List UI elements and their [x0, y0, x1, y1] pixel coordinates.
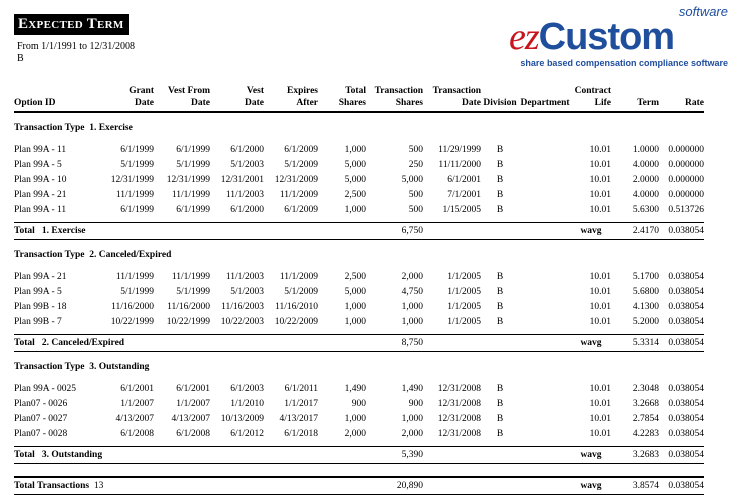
- cell-department: [519, 315, 571, 330]
- column-header-grant-date: Grant: [129, 86, 154, 96]
- cell-txn-date: 7/1/2001: [447, 190, 481, 200]
- grand-total-rate: 0.038054: [659, 477, 704, 495]
- cell-vest-from: 6/1/2008: [176, 429, 210, 439]
- cell-term: 5.6300: [632, 205, 659, 215]
- cell-option-id: Plan07 - 0026: [14, 399, 68, 409]
- cell-txn-shares: 500: [408, 190, 423, 200]
- cell-total-shares: 5,000: [344, 287, 366, 297]
- cell-term: 4.0000: [632, 160, 659, 170]
- cell-txn-shares: 5,000: [401, 175, 423, 185]
- cell-contract-life: 10.01: [589, 399, 611, 409]
- table-row: [14, 270, 704, 285]
- cell-option-id: Plan 99A - 0025: [14, 384, 77, 394]
- group-total-row: [14, 335, 704, 352]
- group-header: [14, 352, 704, 383]
- cell-expires: 6/1/2011: [284, 384, 318, 394]
- cell-vest-from: 12/31/1999: [166, 175, 210, 185]
- report-title: Expected Term: [14, 14, 129, 35]
- logo-tagline: share based compensation compliance software: [520, 58, 728, 68]
- cell-vest-from: 4/13/2007: [171, 414, 210, 424]
- cell-vest-from: 5/1/1999: [176, 287, 210, 297]
- cell-txn-date: 1/1/2005: [447, 272, 481, 282]
- cell-grant-date: 11/16/2000: [111, 302, 154, 312]
- header-row: [14, 97, 704, 112]
- cell-rate: 0.038054: [668, 429, 704, 439]
- cell-option-id: Plan 99A - 11: [14, 145, 67, 155]
- cell-expires: 4/13/2017: [279, 414, 318, 424]
- cell-vest-date: 6/1/2000: [230, 145, 264, 155]
- cell-rate: 0.038054: [668, 384, 704, 394]
- total-term: 2.4170: [611, 223, 659, 240]
- cell-total-shares: 1,000: [344, 317, 366, 327]
- cell-contract-life: 10.01: [589, 190, 611, 200]
- cell-expires: 12/31/2009: [274, 175, 318, 185]
- table-row: [14, 300, 704, 315]
- cell-rate: 0.038054: [668, 317, 704, 327]
- total-empty: [318, 223, 366, 240]
- spacer-cell: [14, 464, 704, 478]
- total-wavg: wavg: [571, 223, 611, 240]
- cell-vest-from: 6/1/2001: [176, 384, 210, 394]
- header-row: [14, 86, 704, 97]
- cell-division: B: [496, 384, 504, 394]
- cell-term: 2.7854: [632, 414, 659, 424]
- cell-expires: 5/1/2009: [284, 287, 318, 297]
- cell-department: [519, 285, 571, 300]
- cell-vest-from: 11/1/1999: [171, 272, 210, 282]
- cell-total-shares: 1,000: [344, 302, 366, 312]
- cell-vest-from: 6/1/1999: [176, 145, 210, 155]
- cell-vest-date: 1/1/2010: [230, 399, 264, 409]
- cell-department: [519, 158, 571, 173]
- cell-expires: 11/16/2010: [275, 302, 318, 312]
- total-rate: 0.038054: [659, 335, 704, 352]
- cell-grant-date: 5/1/1999: [120, 287, 154, 297]
- cell-department: [519, 397, 571, 412]
- grand-total-term: 3.8574: [611, 477, 659, 495]
- column-header-txn-shares: Transaction: [374, 86, 423, 96]
- cell-vest-date: 6/1/2000: [230, 205, 264, 215]
- grand-total-word: Total Transactions: [14, 480, 90, 491]
- table-row: [14, 397, 704, 412]
- column-header-expires: After: [264, 97, 318, 112]
- cell-expires: 6/1/2009: [284, 145, 318, 155]
- cell-expires: 6/1/2009: [284, 205, 318, 215]
- cell-contract-life: 10.01: [589, 272, 611, 282]
- cell-rate: 0.000000: [668, 190, 704, 200]
- grand-total-wavg: wavg: [571, 477, 611, 495]
- cell-vest-date: 11/1/2003: [225, 272, 264, 282]
- total-empty: [423, 335, 571, 352]
- cell-term: 4.2283: [632, 429, 659, 439]
- cell-grant-date: 10/22/1999: [110, 317, 154, 327]
- group-name: 2. Canceled/Expired: [89, 249, 172, 260]
- cell-division: B: [496, 414, 504, 424]
- cell-txn-shares: 2,000: [401, 272, 423, 282]
- cell-total-shares: 1,000: [344, 205, 366, 215]
- column-header-department: Department: [519, 97, 571, 112]
- cell-option-id: Plan 99B - 18: [14, 302, 67, 312]
- column-header-txn-date: Transaction: [432, 86, 481, 96]
- cell-grant-date: 11/1/1999: [115, 190, 154, 200]
- table-row: [14, 173, 704, 188]
- column-header-expires: Expires: [287, 86, 318, 96]
- cell-grant-date: 12/31/1999: [110, 175, 154, 185]
- cell-total-shares: 1,000: [344, 414, 366, 424]
- cell-grant-date: 6/1/1999: [120, 205, 154, 215]
- cell-txn-date: 11/29/1999: [438, 145, 481, 155]
- cell-rate: 0.038054: [668, 287, 704, 297]
- cell-option-id: Plan07 - 0028: [14, 429, 68, 439]
- cell-term: 5.1700: [632, 272, 659, 282]
- column-header-vest-date: Date: [210, 97, 264, 112]
- cell-contract-life: 10.01: [589, 175, 611, 185]
- cell-option-id: Plan 99A - 5: [14, 287, 62, 297]
- total-name: 2. Canceled/Expired: [41, 337, 125, 348]
- cell-rate: 0.038054: [668, 399, 704, 409]
- cell-vest-date: 10/22/2003: [220, 317, 264, 327]
- logo-custom: Custom: [538, 16, 675, 58]
- table-row: [14, 315, 704, 330]
- total-shares: 5,390: [366, 447, 423, 464]
- cell-term: 5.2000: [632, 317, 659, 327]
- total-label: [14, 335, 318, 352]
- cell-total-shares: 1,490: [344, 384, 366, 394]
- total-empty: [423, 447, 571, 464]
- cell-expires: 11/1/2009: [279, 190, 318, 200]
- total-name: 3. Outstanding: [41, 449, 103, 460]
- cell-vest-date: 5/1/2003: [230, 160, 264, 170]
- cell-option-id: Plan 99A - 5: [14, 160, 62, 170]
- group-header: [14, 240, 704, 271]
- column-header-rate: Rate: [659, 97, 704, 112]
- total-shares: 8,750: [366, 335, 423, 352]
- group-label: Transaction Type: [14, 122, 85, 133]
- cell-contract-life: 10.01: [589, 302, 611, 312]
- cell-vest-from: 5/1/1999: [176, 160, 210, 170]
- column-header-term: [611, 86, 659, 97]
- cell-txn-date: 12/31/2008: [437, 384, 481, 394]
- cell-division: B: [496, 175, 504, 185]
- cell-vest-from: 1/1/2007: [176, 399, 210, 409]
- cell-txn-shares: 1,000: [401, 414, 423, 424]
- column-header-txn-date: Date: [423, 97, 481, 112]
- cell-option-id: Plan 99A - 10: [14, 175, 67, 185]
- cell-department: [519, 427, 571, 442]
- cell-total-shares: 5,000: [344, 160, 366, 170]
- cell-term: 1.0000: [632, 145, 659, 155]
- cell-term: 5.6800: [632, 287, 659, 297]
- cell-vest-date: 11/16/2003: [221, 302, 264, 312]
- cell-term: 2.3048: [632, 384, 659, 394]
- cell-txn-date: 6/1/2001: [447, 175, 481, 185]
- cell-txn-date: 1/1/2005: [447, 317, 481, 327]
- cell-term: 4.1300: [632, 302, 659, 312]
- total-term: 3.2683: [611, 447, 659, 464]
- cell-option-id: Plan 99A - 21: [14, 272, 67, 282]
- table-row: [14, 412, 704, 427]
- total-wavg: wavg: [571, 335, 611, 352]
- grand-total-row: [14, 477, 704, 495]
- cell-vest-date: 6/1/2012: [230, 429, 264, 439]
- column-header-term: Term: [611, 97, 659, 112]
- cell-expires: 11/1/2009: [279, 272, 318, 282]
- column-header-vest-from: Date: [154, 97, 210, 112]
- column-header-division: [481, 86, 519, 97]
- cell-division: B: [496, 429, 504, 439]
- cell-txn-date: 1/1/2005: [447, 287, 481, 297]
- group-name: 1. Exercise: [89, 122, 133, 133]
- cell-txn-date: 1/1/2005: [447, 302, 481, 312]
- cell-contract-life: 10.01: [589, 429, 611, 439]
- cell-txn-date: 12/31/2008: [437, 399, 481, 409]
- cell-total-shares: 2,000: [344, 429, 366, 439]
- cell-department: [519, 382, 571, 397]
- table-row: [14, 143, 704, 158]
- cell-grant-date: 6/1/2001: [120, 384, 154, 394]
- cell-rate: 0.038054: [668, 272, 704, 282]
- cell-total-shares: 2,500: [344, 272, 366, 282]
- total-word: Total: [14, 337, 35, 348]
- logo-brand: [509, 16, 674, 58]
- cell-txn-shares: 500: [408, 145, 423, 155]
- column-header-contract-life: Contract: [574, 86, 611, 96]
- cell-vest-from: 11/1/1999: [171, 190, 210, 200]
- cell-option-id: Plan 99A - 21: [14, 190, 67, 200]
- cell-grant-date: 1/1/2007: [120, 399, 154, 409]
- cell-rate: 0.038054: [668, 302, 704, 312]
- cell-term: 4.0000: [632, 190, 659, 200]
- total-empty: [318, 447, 366, 464]
- cell-grant-date: 5/1/1999: [120, 160, 154, 170]
- cell-rate: 0.038054: [668, 414, 704, 424]
- total-term: 5.3314: [611, 335, 659, 352]
- cell-contract-life: 10.01: [589, 384, 611, 394]
- cell-txn-date: 12/31/2008: [437, 414, 481, 424]
- cell-department: [519, 300, 571, 315]
- column-header-vest-date: Vest: [246, 86, 264, 96]
- cell-division: B: [496, 205, 504, 215]
- cell-txn-shares: 1,000: [401, 317, 423, 327]
- cell-contract-life: 10.01: [589, 160, 611, 170]
- table-row: [14, 382, 704, 397]
- grand-total-label: [14, 477, 318, 495]
- cell-department: [519, 412, 571, 427]
- cell-division: B: [496, 287, 504, 297]
- cell-vest-from: 6/1/1999: [176, 205, 210, 215]
- table-row: [14, 158, 704, 173]
- cell-vest-date: 11/1/2003: [225, 190, 264, 200]
- cell-contract-life: 10.01: [589, 317, 611, 327]
- total-empty: [423, 477, 571, 495]
- cell-expires: 10/22/2009: [274, 317, 318, 327]
- total-empty: [318, 477, 366, 495]
- cell-option-id: Plan 99B - 7: [14, 317, 62, 327]
- table-row: [14, 203, 704, 218]
- cell-expires: 5/1/2009: [284, 160, 318, 170]
- cell-vest-date: 5/1/2003: [230, 287, 264, 297]
- cell-grant-date: 6/1/2008: [120, 429, 154, 439]
- group-header: [14, 112, 704, 143]
- cell-rate: 0.000000: [668, 145, 704, 155]
- table-row: [14, 427, 704, 442]
- cell-expires: 6/1/2018: [284, 429, 318, 439]
- cell-division: B: [496, 272, 504, 282]
- grand-total-shares: 20,890: [366, 477, 423, 495]
- total-word: Total: [14, 449, 35, 460]
- group-header-row: [14, 112, 704, 143]
- cell-division: B: [496, 317, 504, 327]
- total-rate: 0.038054: [659, 223, 704, 240]
- cell-rate: 0.000000: [668, 160, 704, 170]
- cell-txn-date: 1/15/2005: [442, 205, 481, 215]
- cell-txn-shares: 250: [408, 160, 423, 170]
- cell-txn-shares: 2,000: [401, 429, 423, 439]
- logo-software-text: software: [678, 4, 728, 19]
- cell-department: [519, 270, 571, 285]
- column-header-txn-shares: Shares: [366, 97, 423, 112]
- group-label: Transaction Type: [14, 249, 85, 260]
- cell-txn-shares: 500: [408, 205, 423, 215]
- cell-department: [519, 173, 571, 188]
- group-header-row: [14, 240, 704, 271]
- ezcustom-logo: [507, 4, 732, 74]
- cell-option-id: Plan07 - 0027: [14, 414, 68, 424]
- column-header-grant-date: Date: [102, 97, 154, 112]
- cell-total-shares: 5,000: [344, 175, 366, 185]
- cell-grant-date: 6/1/1999: [120, 145, 154, 155]
- column-header-rate: [659, 86, 704, 97]
- column-header-vest-from: Vest From: [168, 86, 210, 96]
- cell-department: [519, 143, 571, 158]
- total-wavg: wavg: [571, 447, 611, 464]
- cell-term: 3.2668: [632, 399, 659, 409]
- group-name: 3. Outstanding: [89, 361, 150, 372]
- cell-department: [519, 188, 571, 203]
- cell-expires: 1/1/2017: [284, 399, 318, 409]
- table-row: [14, 188, 704, 203]
- column-header-option-id: Option ID: [14, 97, 102, 112]
- cell-grant-date: 4/13/2007: [115, 414, 154, 424]
- spacer-row: [14, 464, 704, 478]
- expected-term-table: [14, 86, 704, 495]
- cell-department: [519, 203, 571, 218]
- total-word: Total: [14, 225, 35, 236]
- cell-contract-life: 10.01: [589, 414, 611, 424]
- cell-vest-from: 11/16/2000: [167, 302, 210, 312]
- column-header-department: [519, 86, 571, 97]
- total-shares: 6,750: [366, 223, 423, 240]
- cell-rate: 0.000000: [668, 175, 704, 185]
- table-body: [14, 112, 704, 495]
- cell-grant-date: 11/1/1999: [115, 272, 154, 282]
- cell-txn-shares: 4,750: [401, 287, 423, 297]
- cell-total-shares: 2,500: [344, 190, 366, 200]
- column-header-total-shares: Shares: [318, 97, 366, 112]
- column-header-option-id: [14, 86, 102, 97]
- cell-total-shares: 900: [351, 399, 366, 409]
- cell-vest-date: 12/31/2001: [220, 175, 264, 185]
- cell-txn-date: 11/11/2000: [438, 160, 481, 170]
- cell-contract-life: 10.01: [589, 145, 611, 155]
- logo-ez: ez: [509, 16, 539, 58]
- total-empty: [423, 223, 571, 240]
- group-total-row: [14, 223, 704, 240]
- group-label: Transaction Type: [14, 361, 85, 372]
- cell-term: 2.0000: [632, 175, 659, 185]
- cell-txn-shares: 1,000: [401, 302, 423, 312]
- total-name: 1. Exercise: [41, 225, 86, 236]
- cell-vest-date: 10/13/2009: [220, 414, 264, 424]
- cell-division: B: [496, 399, 504, 409]
- cell-division: B: [496, 302, 504, 312]
- cell-vest-date: 6/1/2003: [230, 384, 264, 394]
- cell-rate: 0.513726: [668, 205, 704, 215]
- group-total-row: [14, 447, 704, 464]
- column-header-division: Division: [481, 97, 519, 112]
- cell-vest-from: 10/22/1999: [166, 317, 210, 327]
- cell-total-shares: 1,000: [344, 145, 366, 155]
- total-rate: 0.038054: [659, 447, 704, 464]
- cell-txn-shares: 1,490: [401, 384, 423, 394]
- cell-division: B: [496, 145, 504, 155]
- column-header-total-shares: Total: [345, 86, 366, 96]
- grand-total-count: 13: [93, 480, 104, 491]
- cell-division: B: [496, 160, 504, 170]
- table-row: [14, 285, 704, 300]
- column-header-contract-life: Life: [571, 97, 611, 112]
- cell-option-id: Plan 99A - 11: [14, 205, 67, 215]
- table-header: [14, 86, 704, 112]
- cell-txn-date: 12/31/2008: [437, 429, 481, 439]
- group-header-row: [14, 352, 704, 383]
- date-range: From 1/1/1991 to 12/31/2008: [17, 41, 136, 52]
- report-filter: B: [17, 53, 24, 64]
- cell-txn-shares: 900: [408, 399, 423, 409]
- cell-division: B: [496, 190, 504, 200]
- total-label: [14, 447, 318, 464]
- total-empty: [318, 335, 366, 352]
- cell-contract-life: 10.01: [589, 205, 611, 215]
- cell-contract-life: 10.01: [589, 287, 611, 297]
- total-label: [14, 223, 318, 240]
